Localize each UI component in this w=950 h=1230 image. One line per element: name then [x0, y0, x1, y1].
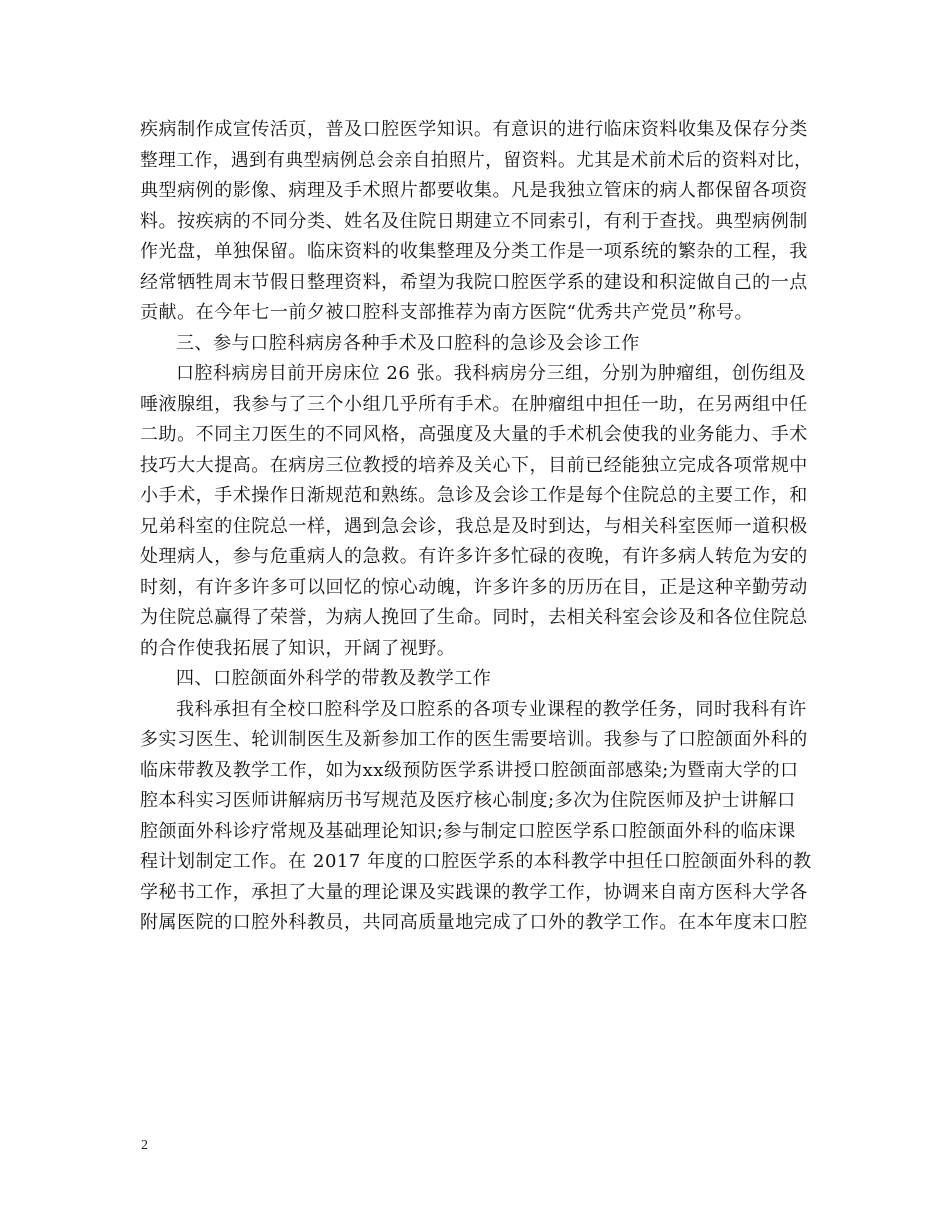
- text-line: 程计划制定工作。在 2017 年度的口腔医学系的本科教学中担任口腔颌面外科的教: [140, 851, 812, 872]
- text-line: 作光盘，单独保留。临床资料的收集整理及分类工作是一项系统的繁杂的工程，我: [140, 241, 808, 262]
- text-line: 疾病制作成宣传活页，普及口腔医学知识。有意识的进行临床资料收集及保存分类: [140, 119, 808, 140]
- text-line: 三、参与口腔科病房各种手术及口腔科的急诊及会诊工作: [176, 332, 640, 354]
- text-line: 我科承担有全校口腔科学及口腔系的各项专业课程的教学任务，同时我科有许: [176, 698, 807, 720]
- text-line: 整理工作，遇到有典型病例总会亲自拍照片，留资料。尤其是术前术后的资料对比，: [140, 149, 813, 171]
- text-line: 二助。不同主刀医生的不同风格，高强度及大量的手术机会使我的业务能力、手术: [140, 424, 808, 445]
- text-line: 的合作使我拓展了知识，开阔了视野。: [140, 637, 456, 659]
- text-line: 学秘书工作，承担了大量的理论课及实践课的教学工作，协调来自南方医科大学各: [140, 881, 808, 903]
- document-body: [140, 115, 812, 939]
- text-line: 处理病人，参与危重病人的急救。有许多许多忙碌的夜晚，有许多病人转危为安的: [140, 546, 808, 567]
- text-line: 口腔科病房目前开房床位 26 张。我科病房分三组，分别为肿瘤组，创伤组及: [176, 363, 807, 384]
- text-line: 料。按疾病的不同分类、姓名及住院日期建立不同索引，有利于查找。典型病例制: [140, 210, 808, 232]
- text-line: 贡献。在今年七一前夕被口腔科支部推荐为南方医院“优秀共产党员”称号。: [140, 302, 754, 323]
- text-line: 经常牺牲周末节假日整理资料，希望为我院口腔医学系的建设和积淀做自己的一点: [140, 271, 808, 293]
- text-line: 兄弟科室的住院总一样，遇到急会诊，我总是及时到达，与相关科室医师一道积极: [140, 515, 808, 537]
- page-number: 2: [141, 1138, 148, 1153]
- text-line: 唾液腺组，我参与了三个小组几乎所有手术。在肿瘤组中担任一助，在另两组中任: [140, 393, 808, 415]
- text-line: 腔本科实习医师讲解病历书写规范及医疗核心制度;多次为住院医师及护士讲解口: [140, 790, 796, 811]
- text-line: 四、口腔颌面外科学的带教及教学工作: [176, 668, 492, 689]
- text-line: 附属医院的口腔外科教员，共同高质量地完成了口外的教学工作。在本年度末口腔: [140, 912, 808, 933]
- text-line: 多实习医生、轮训制医生及新参加工作的医生需要培训。我参与了口腔颌面外科的: [140, 729, 808, 750]
- text-line: 时刻，有许多许多可以回忆的惊心动魄，许多许多的历历在目，正是这种辛勤劳动: [140, 576, 808, 598]
- text-line: 为住院总赢得了荣誉，为病人挽回了生命。同时，去相关科室会诊及和各位住院总: [140, 607, 808, 628]
- text-line: 腔颌面外科诊疗常规及基础理论知识;参与制定口腔医学系口腔颌面外科的临床课: [140, 820, 796, 842]
- text-line: 临床带教及教学工作，如为xx级预防医学系讲授口腔颌面部感染;为暨南大学的口: [140, 759, 799, 781]
- text-line: 小手术，手术操作日渐规范和熟练。急诊及会诊工作是每个住院总的主要工作，和: [140, 485, 808, 506]
- text-line: 技巧大大提高。在病房三位教授的培养及关心下，目前已经能独立完成各项常规中: [140, 454, 808, 476]
- text-line: 典型病例的影像、病理及手术照片都要收集。凡是我独立管床的病人都保留各项资: [140, 180, 808, 201]
